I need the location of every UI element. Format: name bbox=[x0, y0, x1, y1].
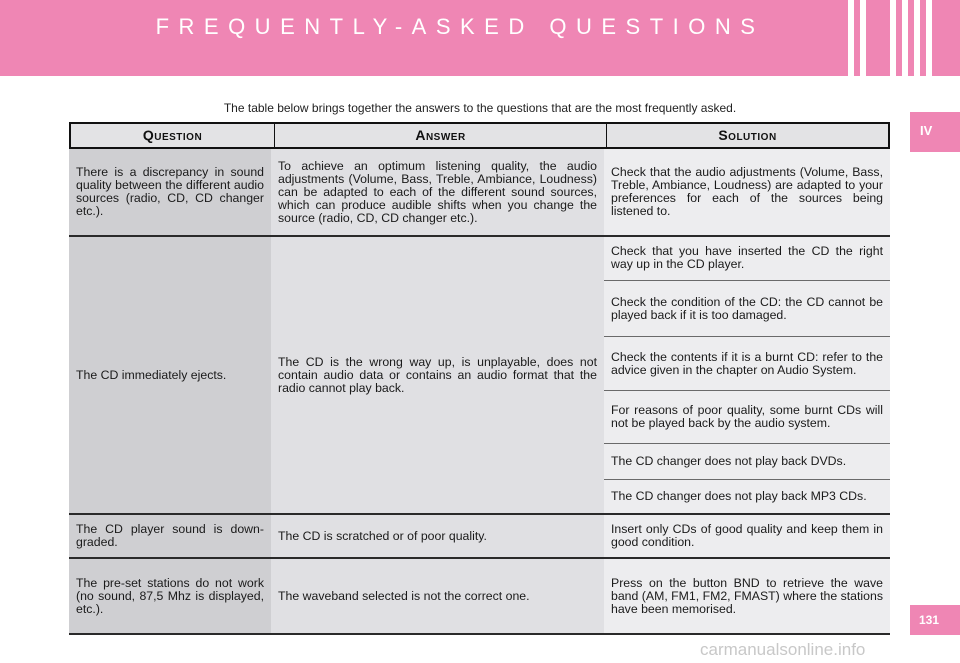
table-header bbox=[69, 122, 890, 149]
header-question-label: Question bbox=[142, 127, 203, 143]
page-number: 131 bbox=[919, 613, 940, 627]
chapter-tab bbox=[910, 112, 960, 152]
row-divider bbox=[69, 633, 890, 635]
row1-solution: Check that the audio adjustments (Volume, Bass, Treble, Ambiance, Loudness) are adapted to your preferences for each of the sources being listened to. bbox=[611, 165, 883, 218]
faq-table bbox=[69, 122, 890, 635]
page-title: FREQUENTLY-ASKED QUESTIONS bbox=[155, 14, 765, 39]
row2-question: The CD immediately ejects. bbox=[76, 367, 227, 382]
header-answer bbox=[275, 124, 606, 147]
row3-answer: The CD is scratched or of poor quality. bbox=[278, 528, 487, 543]
row2-solution-3: Check the contents if it is a burnt CD: refer to the advice given in the chapter on Audio System. bbox=[611, 349, 883, 377]
row2-solution-6: The CD changer does not play back MP3 CDs. bbox=[611, 489, 867, 503]
header-question bbox=[71, 124, 274, 147]
row3-question: The CD player sound is down-graded. bbox=[76, 522, 264, 549]
page-number-tab bbox=[910, 605, 960, 635]
row4-question: The pre-set stations do not work (no sound, 87,5 Mhz is displayed, etc.). bbox=[76, 576, 264, 616]
row1-question: There is a discrepancy in sound quality between the different audio sources (radio, CD, CD changer etc.). bbox=[76, 165, 264, 218]
header-solution bbox=[607, 124, 888, 147]
row3-solution: Insert only CDs of good quality and keep them in good condition. bbox=[611, 522, 883, 549]
chapter-tab-label: IV bbox=[920, 123, 933, 138]
row4-answer: The waveband selected is not the correct one. bbox=[278, 589, 530, 603]
row2-solution-4: For reasons of poor quality, some burnt CDs will not be played back by the audio system. bbox=[611, 403, 883, 430]
header-stripes bbox=[830, 0, 960, 76]
row4-solution: Press on the button BND to retrieve the wave band (AM, FM1, FM2, FMAST) where the stations have been memorised. bbox=[611, 576, 883, 616]
intro-text: The table below brings together the answers to the questions that are the most frequently asked. bbox=[223, 101, 737, 115]
header-solution-label: Solution bbox=[718, 127, 777, 143]
row2-answer: The CD is the wrong way up, is unplayable, does not contain audio data or contains an audio format that the radio cannot play back. bbox=[278, 354, 597, 395]
row2-solution-2: Check the condition of the CD: the CD cannot be played back if it is too damaged. bbox=[611, 294, 883, 322]
header-answer-label: Answer bbox=[415, 127, 466, 143]
row2-solution-1: Check that you have inserted the CD the right way up in the CD player. bbox=[611, 244, 883, 271]
row2-solution-5: The CD changer does not play back DVDs. bbox=[611, 454, 847, 468]
watermark: carmanualsonline.info bbox=[700, 640, 866, 659]
row1-answer: To achieve an optimum listening quality, the audio adjustments (Volume, Bass, Treble, Ambiance, Loudness) can be adapted to each of the different sound sources, which can produce audible shifts when you change the source (radio, CD, CD changer etc.). bbox=[278, 158, 597, 225]
page-header bbox=[0, 0, 960, 76]
